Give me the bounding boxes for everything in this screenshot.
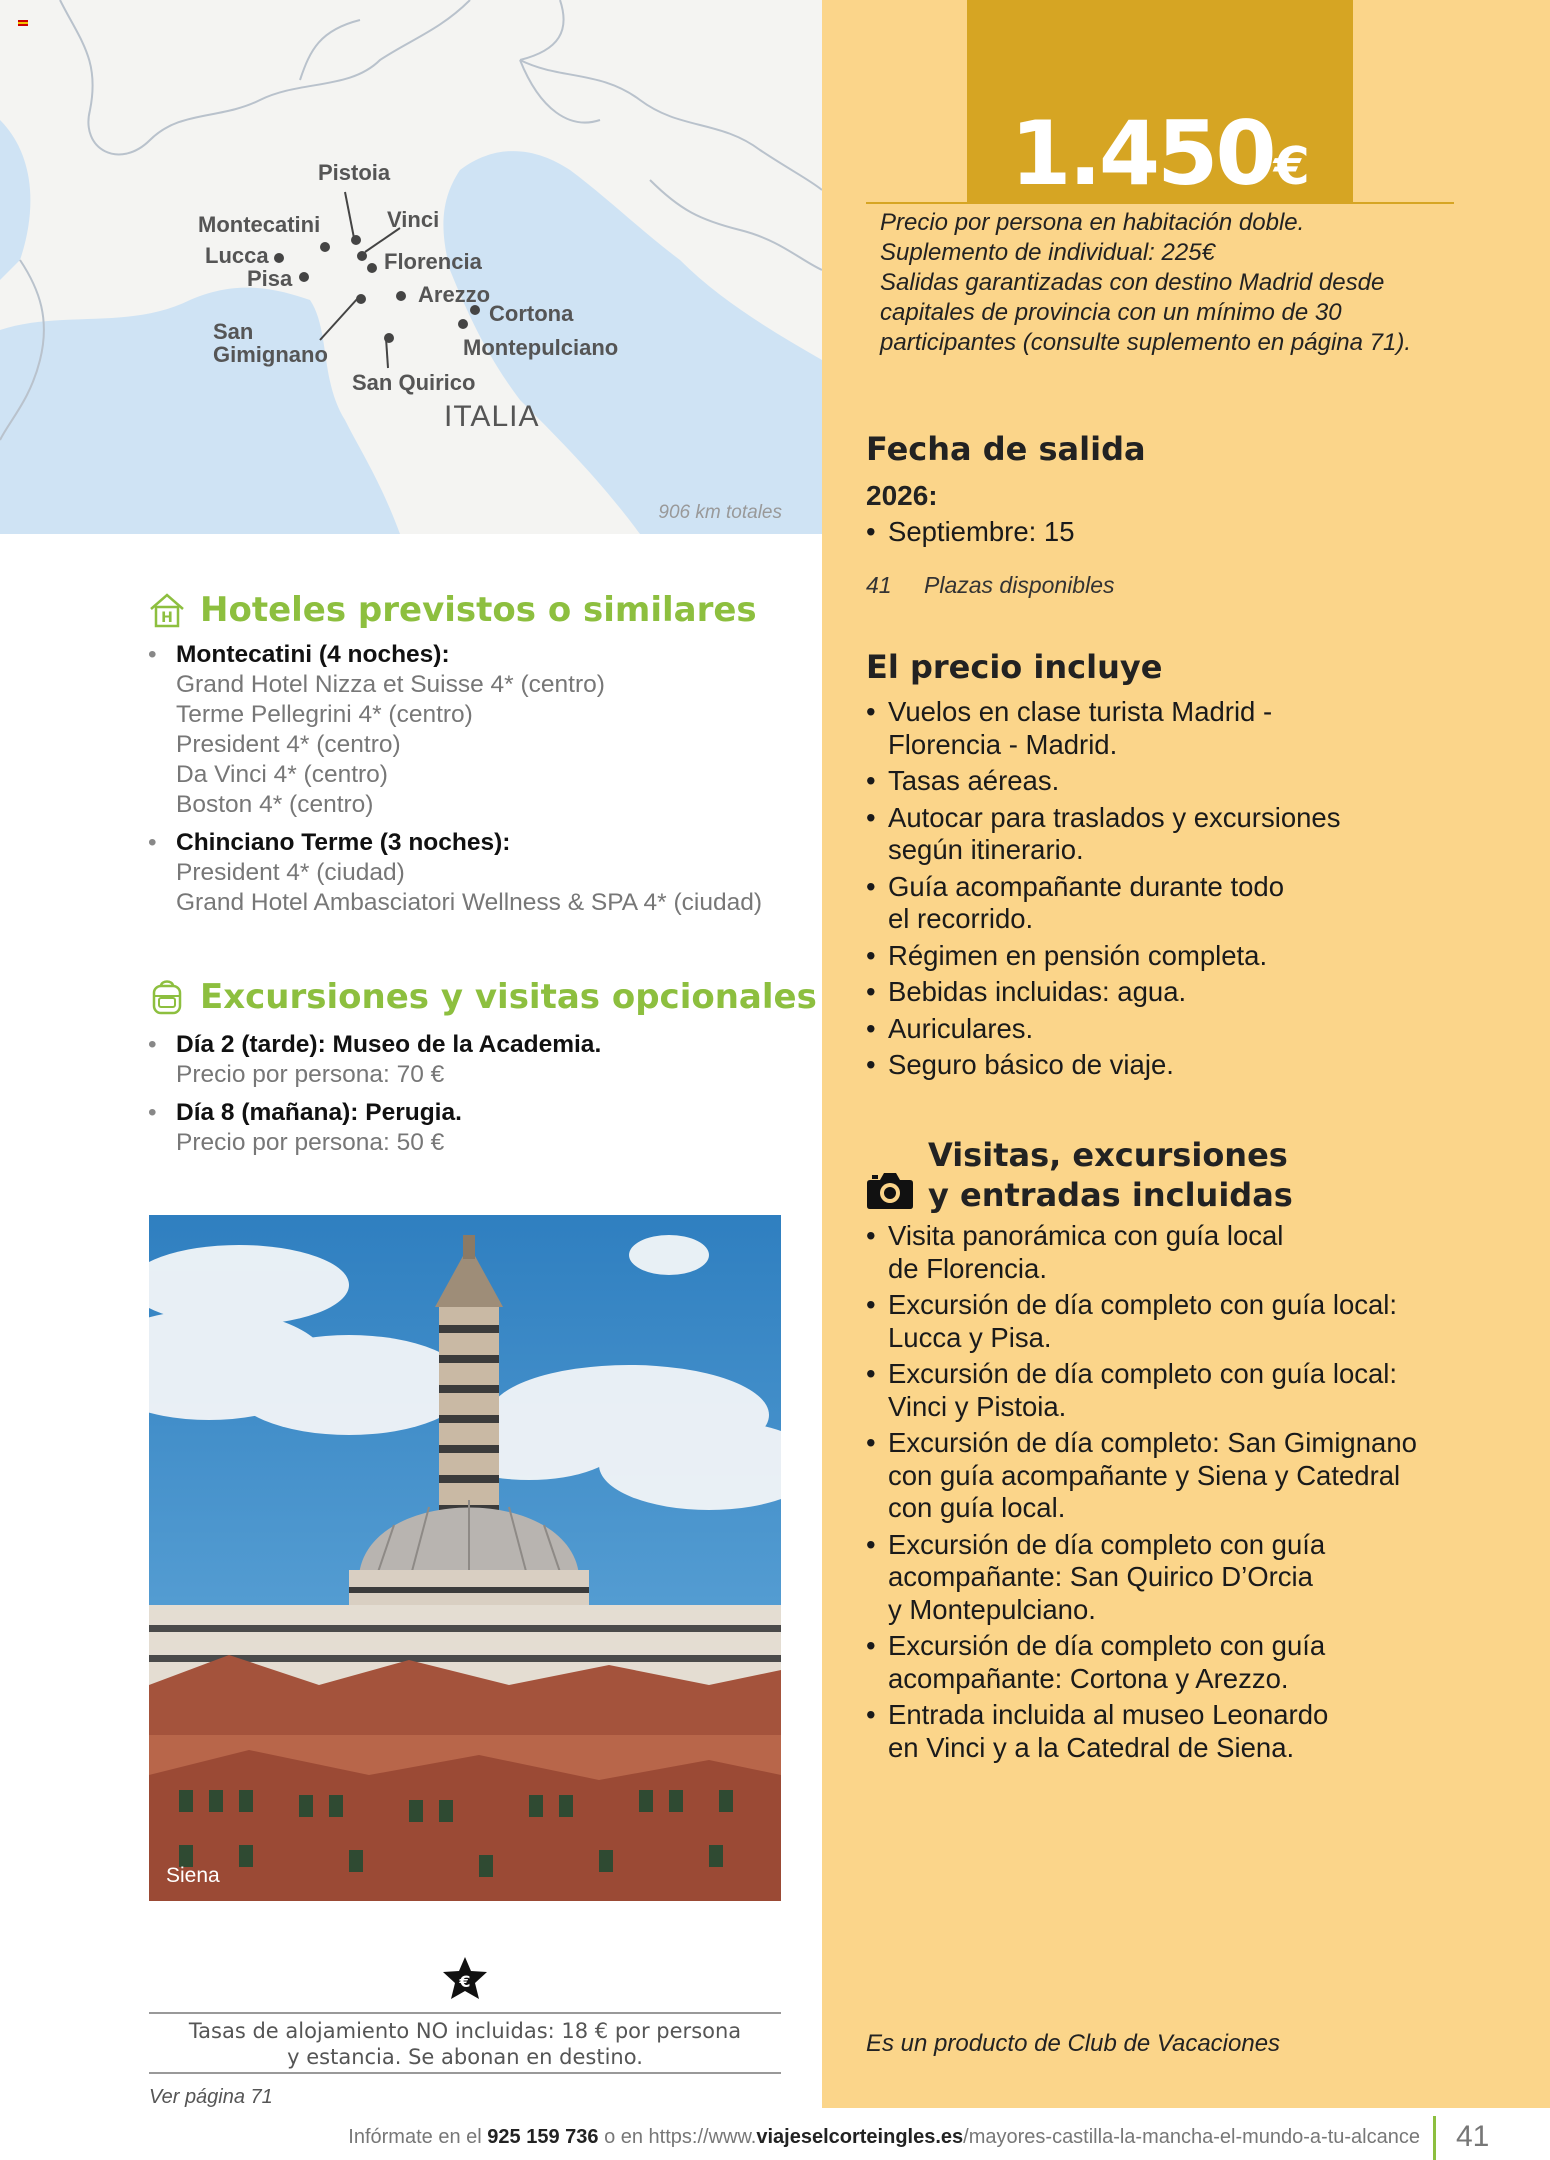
includes-line: el recorrido. [888,903,1034,934]
excursion-head: Día 8 (mañana): Perugia. [176,1099,462,1126]
price-note-line: Suplemento de individual: 225€ [880,239,1215,266]
footer-phone[interactable]: 925 159 736 [487,2126,599,2148]
visits-line: de Florencia. [888,1252,1047,1284]
price-currency: € [1273,137,1310,197]
departure-date: • Septiembre: 15 [866,516,1426,549]
visits-line: Vinci y Pistoia. [888,1390,1067,1422]
visits-line: Entrada incluida al museo Leonardo [888,1699,1329,1730]
page-separator [1433,2116,1436,2160]
visits-item [866,1630,1466,1695]
visits-title [928,1135,1293,1215]
city-label-florencia: Florencia [384,249,482,274]
price-notes [880,208,1460,358]
includes-item [866,940,1486,973]
visits-line: Excursión de día completo: San Gimignano [888,1427,1417,1458]
city-label-san-gimignano-2: Gimignano [213,342,328,367]
price-note-line: participantes (consulte suplemento en página 71). [880,329,1411,356]
page-number: 41 [1456,2120,1490,2153]
svg-text:€: € [459,1972,471,1991]
backpack-icon [148,978,186,1016]
visits-line: con guía acompañante y Siena y Catedral [888,1459,1401,1491]
includes-line: Régimen en pensión completa. [888,939,1268,971]
tax-note-line: y estancia. Se abonan en destino. [287,2045,643,2069]
visits-line: y Montepulciano. [888,1593,1096,1625]
flag-mark-icon [18,20,28,26]
visits-title-line: y entradas incluidas [928,1176,1293,1214]
hotel-line: Grand Hotel Ambasciatori Wellness & SPA 4* (ciudad) [176,889,763,916]
hotel-line: Da Vinci 4* (centro) [176,761,388,788]
hotels-list [148,640,808,926]
excursion-item [148,1098,808,1158]
includes-item [866,1013,1486,1046]
svg-text:H: H [161,610,173,626]
includes-item [866,871,1486,936]
map-country-label: ITALIA [444,400,540,433]
includes-line: Auriculares. [888,1012,1034,1044]
includes-item [866,1049,1486,1082]
euro-star-icon [442,1956,488,2002]
departure-year: 2026: [866,480,938,511]
tax-note [149,2018,781,2070]
visits-line: Excursión de día completo con guía local: [888,1289,1398,1320]
hotel-group-head: Chinciano Terme (3 noches): [176,829,511,856]
map-distance: 906 km totales [658,502,782,523]
city-label-san-gimignano-1: San [213,319,254,344]
visits-list [866,1220,1466,1768]
city-label-cortona: Cortona [489,301,574,326]
city-label-arezzo: Arezzo [418,282,491,307]
includes-line: Florencia - Madrid. [888,728,1118,760]
seats-label: Plazas disponibles [924,572,1115,598]
departure-title: Fecha de salida [866,430,1146,468]
price [967,104,1353,217]
visits-title-line: Visitas, excursiones [928,1136,1288,1174]
excursions-heading [148,977,817,1017]
includes-list [866,696,1486,1086]
includes-item [866,765,1486,798]
visits-item [866,1358,1466,1423]
price-note-line: Salidas garantizadas con destino Madrid desde [880,269,1385,296]
city-label-pistoia: Pistoia [318,160,391,185]
excursion-head: Día 2 (tarde): Museo de la Academia. [176,1031,602,1058]
excursions-title: Excursiones y visitas opcionales [200,977,817,1017]
route-map [0,0,822,534]
footer-pre: Infórmate en el [348,2126,482,2148]
hotel-group [148,640,808,820]
includes-item [866,802,1486,867]
includes-title: El precio incluye [866,648,1163,686]
visits-item [866,1529,1466,1627]
tax-rule-bottom [149,2072,781,2074]
price-note-line: capitales de provincia con un mínimo de 30 [880,299,1342,326]
camera-icon [866,1170,914,1210]
footer-path: /mayores-castilla-la-mancha-el-mundo-a-tu-alcance [963,2126,1420,2148]
excursion-item [148,1030,808,1090]
tax-note-line: Tasas de alojamiento NO incluidas: 18 € por persona [188,2019,742,2043]
includes-line: Guía acompañante durante todo [888,870,1284,902]
hotel-line: President 4* (centro) [176,731,401,758]
visits-item [866,1220,1466,1285]
city-label-vinci: Vinci [387,207,440,232]
tax-rule-top [149,2012,781,2014]
includes-line: Tasas aéreas. [888,765,1060,796]
visits-line: Visita panorámica con guía local [888,1220,1284,1251]
includes-line: Vuelos en clase turista Madrid - [888,696,1273,727]
visits-line: acompañante: San Quirico D’Orcia [888,1561,1313,1592]
siena-photo [149,1215,781,1901]
visits-line: acompañante: Cortona y Arezzo. [888,1662,1289,1694]
footer-site-link[interactable]: viajeselcorteingles.es [756,2126,964,2148]
hotel-line: Terme Pellegrini 4* (centro) [176,701,473,728]
city-label-san-quirico: San Quirico [352,370,476,395]
excursions-list [148,1030,808,1166]
footer-mid: o en https://www. [604,2126,757,2148]
visits-item [866,1289,1466,1354]
hotels-title: Hoteles previstos o similares [200,590,757,630]
hotels-heading [148,590,757,630]
photo-caption: Siena [166,1864,220,1887]
includes-line: Seguro básico de viaje. [888,1049,1174,1080]
hotel-line: Grand Hotel Nizza et Suisse 4* (centro) [176,671,605,698]
visits-line: Excursión de día completo con guía local: [888,1358,1398,1389]
excursion-price: Precio por persona: 70 € [176,1061,445,1088]
visits-item [866,1699,1466,1764]
visits-line: Excursión de día completo con guía [888,1630,1326,1661]
seats-number: 41 [866,572,892,598]
hotel-icon [148,591,186,629]
hotel-line: Boston 4* (centro) [176,791,374,818]
seats-available [866,572,1115,599]
includes-line: Bebidas incluidas: agua. [888,976,1187,1007]
excursion-price: Precio por persona: 50 € [176,1129,445,1156]
visits-line: Lucca y Pisa. [888,1321,1052,1353]
visits-line: en Vinci y a la Catedral de Siena. [888,1731,1295,1763]
city-label-lucca: Lucca [205,243,269,268]
city-label-pisa: Pisa [247,266,293,291]
city-label-montecatini: Montecatini [198,212,321,237]
includes-item [866,976,1486,1009]
club-note: Es un producto de Club de Vacaciones [866,2030,1281,2057]
footer-contact [0,2126,1420,2149]
visits-item [866,1427,1466,1525]
visits-line: Excursión de día completo con guía [888,1528,1326,1560]
price-amount: 1.450 [1010,102,1274,205]
departure-dates [866,516,1426,553]
hotel-group [148,828,808,918]
visits-line: con guía local. [888,1492,1066,1523]
includes-item [866,696,1486,761]
price-rule [866,202,1454,204]
includes-line: según itinerario. [888,834,1084,865]
includes-line: Autocar para traslados y excursiones [888,801,1341,833]
price-note-line: Precio por persona en habitación doble. [880,209,1305,236]
hotel-group-head: Montecatini (4 noches): [176,641,450,668]
see-page-note: Ver página 71 [149,2086,273,2108]
hotel-line: President 4* (ciudad) [176,859,405,886]
city-label-montepulciano: Montepulciano [463,335,619,360]
